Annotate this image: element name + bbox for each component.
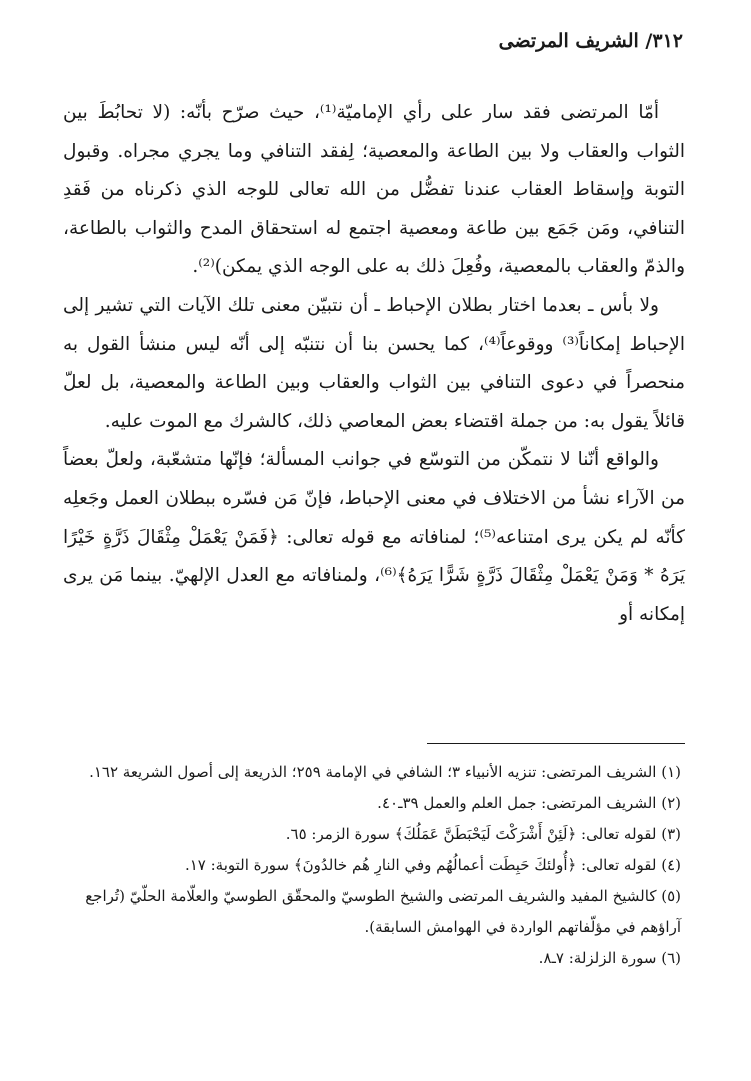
footnote-item: (٦) سورة الزلزلة: ٧ـ٨. [538, 949, 681, 967]
footnote-item: (٤) لقوله تعالى: ﴿أُولئكَ حَبِطَت أعمالُهُم وفي النارِ هُم خالدُونَ﴾ سورة التوبة: ١٧. [184, 856, 681, 874]
footnote-item: (٣) لقوله تعالى: ﴿لَئِنْ أَشْرَكْتَ لَيَحْبَطَنَّ عَمَلُكَ﴾ سورة الزمر: ٦٥. [285, 825, 681, 843]
footnotes [63, 757, 685, 974]
paragraph: ولا بأس ـ بعدما اختار بطلان الإحباط ـ أن نتبيّن معنى تلك الآيات التي تشير إلى الإحباط إمكاناً⁽³⁾ ووقوعاً⁽⁴⁾، كما يحسن بنا أن نتنبّه إلى أنّه ليس منشأ القول به منحصراً في دعوى التنافي بين الثواب والعقاب وبين الطاعة والمعصية، بل لعلّ قائلاً يقول به: من جملة اقتضاء بعض المعاصي ذلك، كالشرك مع الموت عليه. [63, 294, 685, 432]
paragraph: أمّا المرتضى فقد سار على رأي الإماميّة⁽¹⁾، حيث صرّح بأنّه: (لا تحابُطَ بين الثواب والعقاب ولا بين الطاعة والمعصية؛ لِفقد التنافي وما يجري مجراه. وقبول التوبة وإسقاط العقاب عندنا تفضُّل من الله تعالى للوجه الذي ذكرناه من فَقدِ التنافي، ومَن جَمَع بين طاعة ومعصية اجتمع له استحقاق المدح والثواب بالطاعة، والذمّ والعقاب بالمعصية، وفُعِلَ ذلك به على الوجه الذي يمكن)⁽²⁾. [63, 102, 685, 278]
footnote-item: (٢) الشريف المرتضى: جمل العلم والعمل ٣٩ـ٤٠. [377, 794, 681, 812]
footnote-divider [427, 743, 685, 744]
footnote-item: (٥) كالشيخ المفيد والشريف المرتضى والشيخ الطوسيّ والمحقّق الطوسيّ والعلّامة الحلّيّ (تُراجع آراؤهم في مؤلّفاتهم الواردة في الهوامش السابقة). [85, 887, 681, 936]
running-head: ٣١٢/ الشريف المرتضى [498, 30, 683, 52]
paragraph: والواقع أنّنا لا نتمكّن من التوسّع في جوانب المسألة؛ فإنّها متشعّبة، ولعلّ بعضاً من الآراء نشأ من الاختلاف في معنى الإحباط، فإنّ مَن فسّره ببطلان العمل وجَعلِه كأنّه لم يكن يرى امتناعه⁽⁵⁾؛ لمنافاته مع قوله تعالى: ﴿فَمَنْ يَعْمَلْ مِثْقَالَ ذَرَّةٍ خَيْرًا يَرَهُ * وَمَنْ يَعْمَلْ مِثْقَالَ ذَرَّةٍ شَرًّا يَرَهُ﴾⁽⁶⁾، ولمنافاته مع العدل الإلهيّ. بينما مَن يرى إمكانه أو [63, 449, 685, 625]
footnote-item: (١) الشريف المرتضى: تنزيه الأنبياء ٣؛ الشافي في الإمامة ٢٥٩؛ الذريعة إلى أصول الشريعة ١٦٢. [89, 763, 681, 781]
main-text [63, 94, 685, 634]
